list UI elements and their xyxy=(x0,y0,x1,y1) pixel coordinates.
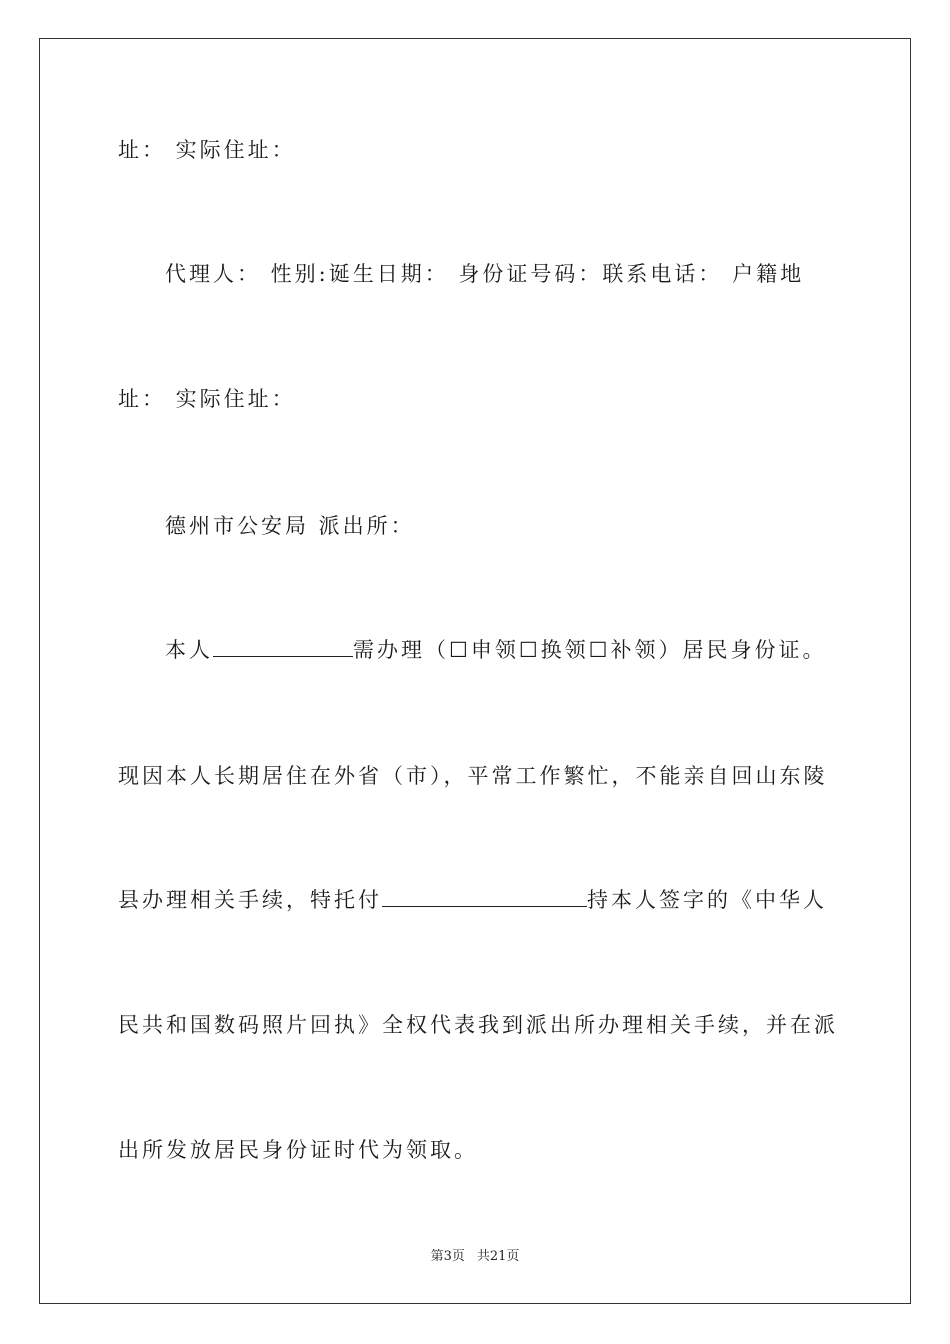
text-segment: 持本人签字的《中华人 xyxy=(587,888,827,912)
statement-line-1 xyxy=(165,636,826,664)
address-line-1: 址： 实际住址： xyxy=(118,138,296,162)
agent-name-blank[interactable] xyxy=(382,888,587,907)
address-line-2: 址： 实际住址： xyxy=(118,387,296,411)
page-number: 第3页 xyxy=(430,1249,465,1264)
statement-line-4: 民共和国数码照片回执》全权代表我到派出所办理相关手续，并在派 xyxy=(118,1013,838,1037)
text-segment: 需办理（☐申领☐换领☐补领）居民身份证。 xyxy=(353,638,827,662)
page-border xyxy=(39,38,911,1304)
text-segment: 本人 xyxy=(165,638,213,662)
recipient-line: 德州市公安局 派出所： xyxy=(165,514,415,538)
text-segment: 县办理相关手续，特托付 xyxy=(118,888,382,912)
name-blank[interactable] xyxy=(213,638,353,657)
statement-line-2: 现因本人长期居住在外省（市），平常工作繁忙，不能亲自回山东陵 xyxy=(118,764,828,788)
page-footer xyxy=(0,1248,950,1266)
page-total: 共21页 xyxy=(476,1249,520,1264)
statement-line-3 xyxy=(118,886,827,914)
statement-line-5: 出所发放居民身份证时代为领取。 xyxy=(118,1138,478,1162)
agent-info-line: 代理人： 性别:诞生日期： 身份证号码：联系电话： 户籍地 xyxy=(165,262,805,286)
